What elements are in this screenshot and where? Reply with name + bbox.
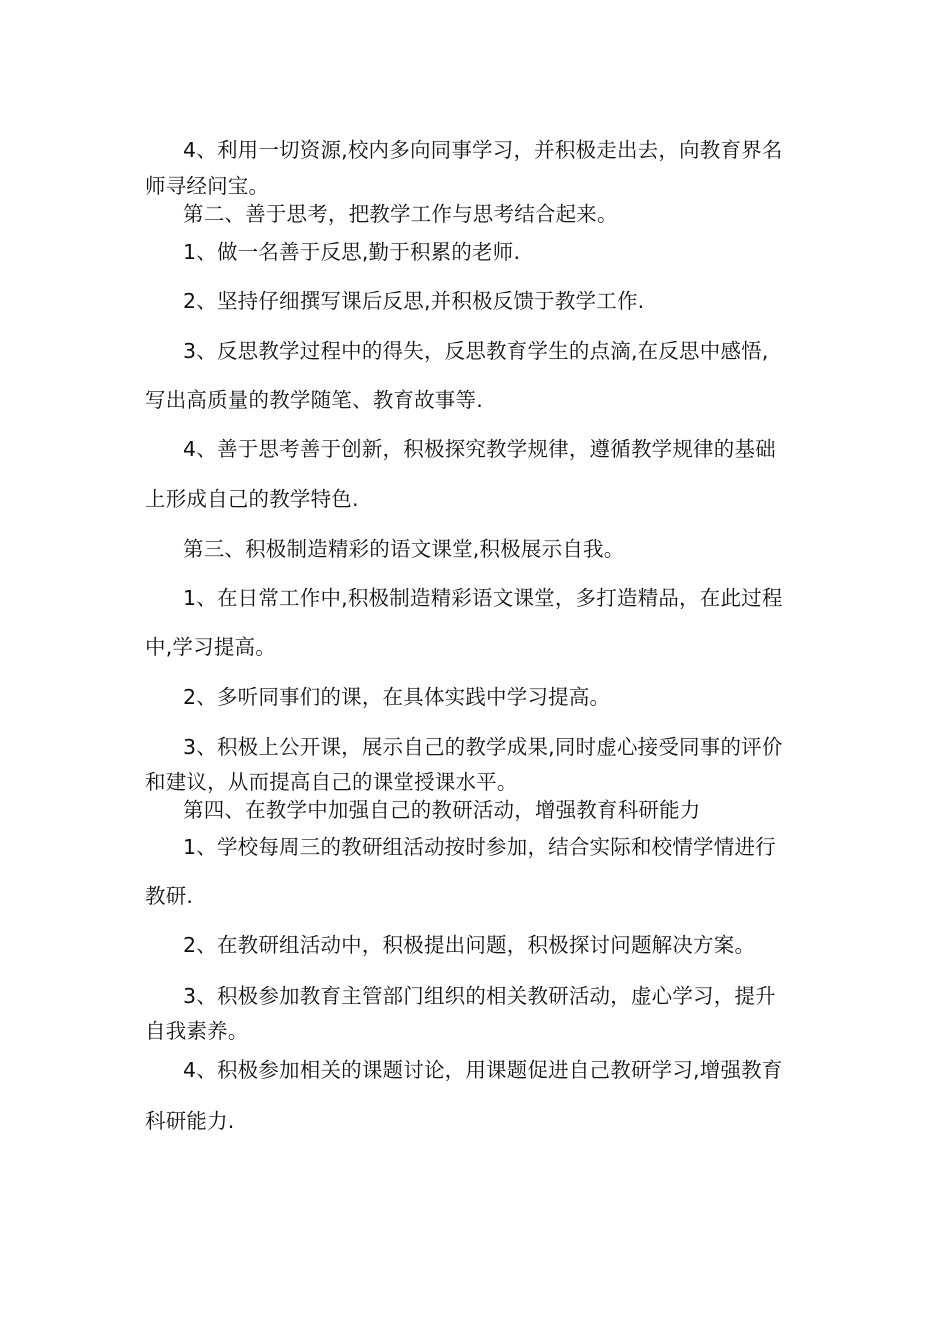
paragraph-line: 4、善于思考善于创新，积极探究教学规律，遵循教学规律的基础 bbox=[183, 437, 776, 461]
section-heading: 第三、积极制造精彩的语文课堂,积极展示自我。 bbox=[183, 537, 625, 561]
paragraph-line: 1、学校每周三的教研组活动按时参加，结合实际和校情学情进行 bbox=[183, 835, 776, 859]
paragraph-line: 3、反思教学过程中的得失，反思教育学生的点滴,在反思中感悟, bbox=[183, 339, 769, 363]
paragraph-line: 2、在教研组活动中，积极提出问题，积极探讨问题解决方案。 bbox=[183, 933, 756, 957]
paragraph-line: 4、积极参加相关的课题讨论，用课题促进自己教研学习,增强教育 bbox=[183, 1058, 783, 1082]
paragraph-line: 上形成自己的教学特色. bbox=[145, 487, 359, 511]
paragraph-line: 1、做一名善于反思,勤于积累的老师. bbox=[183, 240, 521, 264]
paragraph-line: 1、在日常工作中,积极制造精彩语文课堂，多打造精品，在此过程 bbox=[183, 586, 783, 610]
paragraph-line: 科研能力. bbox=[145, 1109, 235, 1133]
paragraph-line: 3、积极参加教育主管部门组织的相关教研活动，虚心学习，提升 bbox=[183, 984, 776, 1008]
paragraph-line: 师寻经问宝。 bbox=[145, 174, 270, 198]
paragraph-line: 中,学习提高。 bbox=[145, 635, 276, 659]
paragraph-line: 写出高质量的教学随笔、教育故事等. bbox=[145, 388, 483, 412]
paragraph-line: 自我素养。 bbox=[145, 1019, 249, 1043]
section-heading: 第二、善于思考，把教学工作与思考结合起来。 bbox=[183, 202, 618, 226]
paragraph-line: 2、坚持仔细撰写课后反思,并积极反馈于教学工作. bbox=[183, 289, 645, 313]
paragraph-line: 3、积极上公开课，展示自己的教学成果,同时虚心接受同事的评价 bbox=[183, 735, 783, 759]
paragraph-line: 教研. bbox=[145, 884, 194, 908]
paragraph-line: 2、多听同事们的课，在具体实践中学习提高。 bbox=[183, 685, 611, 709]
paragraph-line: 和建议，从而提高自己的课堂授课水平。 bbox=[145, 770, 518, 794]
paragraph-line: 4、利用一切资源,校内多向同事学习，并积极走出去，向教育界名 bbox=[183, 138, 783, 162]
section-heading: 第四、在教学中加强自己的教研活动，增强教育科研能力 bbox=[183, 798, 701, 822]
